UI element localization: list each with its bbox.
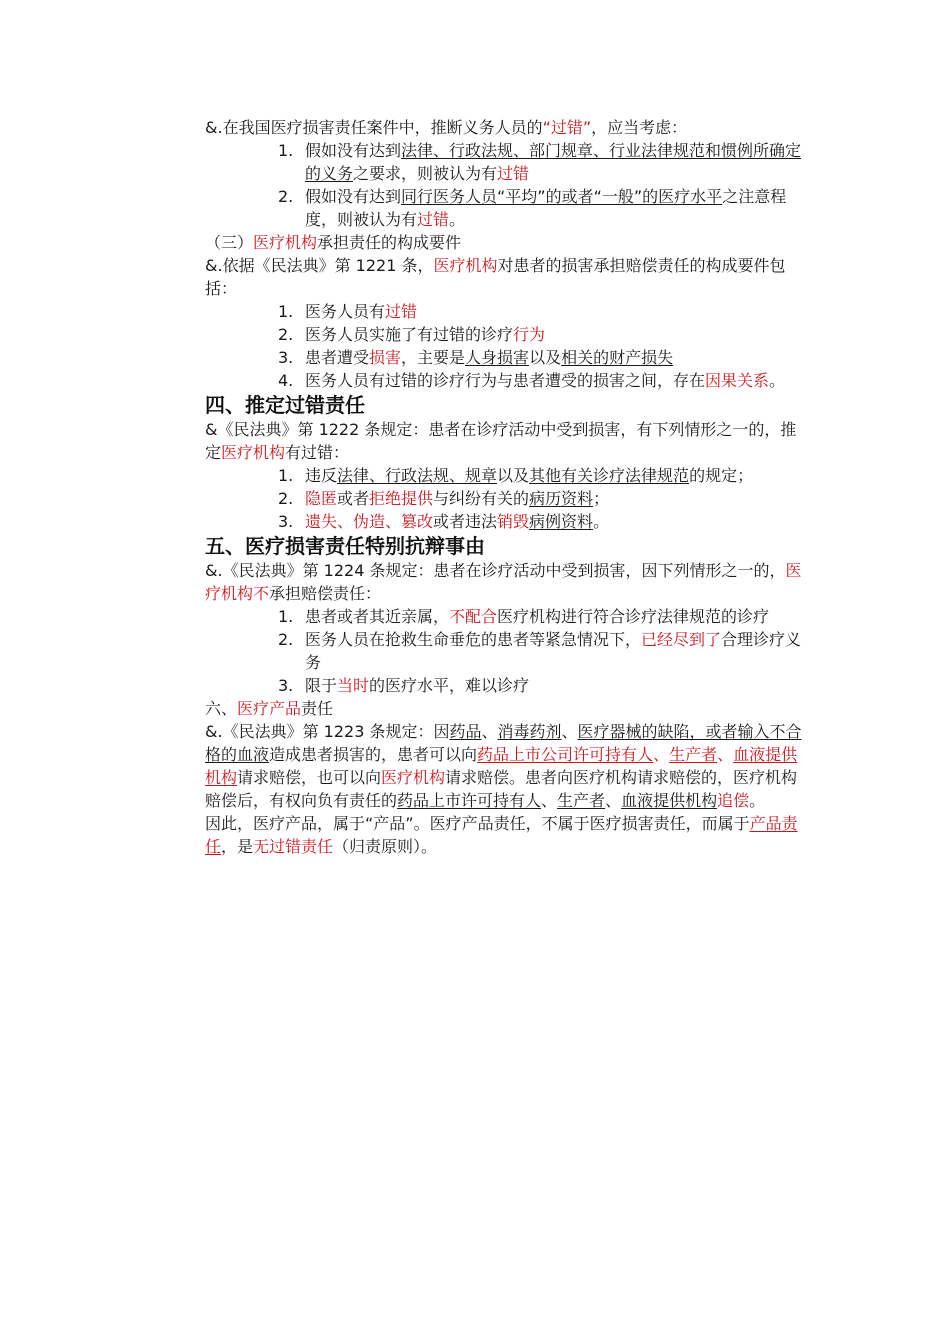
text-run: 限于 — [305, 676, 338, 695]
text-run-red: 追偿 — [717, 791, 750, 810]
text-run-underlined: 相关的财产损失 — [561, 348, 674, 367]
text-run-red: 过错 — [417, 210, 450, 229]
text-run: 。 — [593, 512, 610, 531]
elements-list — [205, 300, 805, 392]
text-run-red: 损害 — [369, 348, 402, 367]
text-run: &.《民法典》第 1223 条规定：因 — [205, 722, 450, 741]
text-run: &《民法典》第 1222 条规定：患者在诊疗活动中受到损害，有下列情形之一的，推定 — [205, 420, 797, 462]
list-item — [205, 605, 805, 628]
list-number: 2. — [278, 187, 294, 206]
text-run: 、 — [541, 791, 558, 810]
text-run-underlined: 同行医务人员“平均”的或者“一般”的医疗水平 — [401, 187, 723, 206]
text-run: 请求赔偿。患者向医疗机构请求赔偿的，医疗机构赔偿后，有权向负有责任的 — [205, 768, 798, 810]
section-6-paragraph-1 — [205, 720, 805, 812]
text-run-underlined: 法律、行政法规、规章 — [337, 466, 498, 485]
text-run-red: 医疗机构 — [433, 256, 498, 275]
list-number: 1. — [278, 466, 294, 485]
text-run: 、 — [481, 722, 498, 741]
list-number: 3. — [278, 676, 294, 695]
text-run-red: 遗失、伪造、篡改 — [305, 512, 434, 531]
text-run-underlined: 消毒药剂 — [497, 722, 562, 741]
text-run: ，主要是 — [401, 348, 466, 367]
text-run: 或者 — [337, 489, 370, 508]
text-run: 医务人员有过错的诊疗行为与患者遭受的损害之间，存在 — [305, 371, 706, 390]
text-run: 与纠纷有关的 — [433, 489, 530, 508]
list-item — [205, 510, 805, 533]
fault-intro — [205, 116, 805, 139]
text-run: &.在我国医疗损害责任案件中，推断义务人员的 — [205, 118, 543, 137]
text-run: 的医疗水平，难以诊疗 — [369, 676, 530, 695]
text-run: 有过错： — [285, 443, 350, 462]
text-run: （归责原则）。 — [333, 837, 438, 856]
text-run-red: 医疗机构不 — [205, 561, 802, 603]
list-item — [205, 464, 805, 487]
text-run: 患者或者其近亲属， — [305, 607, 450, 626]
text-run-underlined: 人身损害 — [465, 348, 530, 367]
text-run-underlined: 生产者 — [557, 791, 606, 810]
section-5-title: 五、医疗损害责任特别抗辩事由 — [205, 534, 485, 558]
text-run-red: “过错” — [542, 118, 592, 137]
text-run: 以及 — [497, 466, 530, 485]
list-item — [205, 674, 805, 697]
text-run-red-underlined: 药品上市公司许可持有人 — [477, 745, 654, 764]
list-item — [205, 185, 805, 231]
list-number: 4. — [278, 371, 294, 390]
text-run-red: 医疗机构 — [221, 443, 286, 462]
text-run: ，是 — [221, 837, 254, 856]
text-run-underlined: 的缺陷，或者输入不合格的血液 — [205, 722, 802, 764]
text-run: 医疗机构进行符合诊疗法律规范的诊疗 — [497, 607, 770, 626]
text-run: 合理诊疗义务 — [305, 630, 802, 672]
text-run: 六、 — [205, 699, 238, 718]
text-run-underlined: 其他有关诊疗法律规范 — [529, 466, 690, 485]
text-run-underlined: 法律、行政法规、部门规章、行业法律规范和惯例所确定的义务 — [305, 141, 802, 183]
section-6-paragraph-2 — [205, 812, 805, 858]
text-run: 患者遭受 — [305, 348, 370, 367]
fault-list — [205, 139, 805, 231]
text-run: 违反 — [305, 466, 338, 485]
text-run: 或者违法 — [433, 512, 498, 531]
text-run: 假如没有达到 — [305, 141, 402, 160]
list-item — [205, 300, 805, 323]
text-run: 。 — [449, 210, 466, 229]
text-run-red: 过错 — [385, 302, 418, 321]
text-run-underlined: 血液提供机构 — [621, 791, 718, 810]
list-number: 3. — [278, 512, 294, 531]
text-run: （三） — [205, 233, 254, 252]
text-run: 、 — [561, 722, 578, 741]
elements-heading — [205, 231, 805, 254]
text-run: 承担赔偿责任： — [269, 584, 382, 603]
list-item — [205, 139, 805, 185]
list-number: 1. — [278, 607, 294, 626]
list-number: 2. — [278, 325, 294, 344]
text-run-red: 隐匿 — [305, 489, 338, 508]
text-run: 医务人员有 — [305, 302, 386, 321]
text-run: 、 — [605, 791, 622, 810]
text-run-red: 销毁 — [497, 512, 530, 531]
text-run-red: 拒绝提供 — [369, 489, 434, 508]
section-5-list — [205, 605, 805, 697]
text-run-red: 已经尽到了 — [641, 630, 722, 649]
text-run: &.《民法典》第 1224 条规定：患者在诊疗活动中受到损害，因下列情形之一的， — [205, 561, 786, 580]
text-run: 对患者的损害承担赔偿责任的构成要件包括： — [205, 256, 786, 298]
document-page — [205, 116, 805, 858]
text-run-red: 医疗产品 — [237, 699, 302, 718]
text-run-red: 、 — [717, 745, 734, 764]
list-number: 3. — [278, 348, 294, 367]
list-number: 1. — [278, 141, 294, 160]
text-run: &.依据《民法典》第 1221 条， — [205, 256, 434, 275]
text-run: 假如没有达到 — [305, 187, 402, 206]
text-run: 医务人员实施了有过错的诊疗 — [305, 325, 514, 344]
section-4-title: 四、推定过错责任 — [205, 393, 365, 417]
text-run-underlined: 药品上市许可持有人 — [397, 791, 542, 810]
text-run: 造成患者损害的，患者可以向 — [269, 745, 478, 764]
section-4-intro — [205, 418, 805, 464]
list-number: 2. — [278, 630, 294, 649]
text-run: 请求赔偿，也可以向 — [237, 768, 382, 787]
text-run-underlined: 病历资料 — [529, 489, 594, 508]
list-number: 1. — [278, 302, 294, 321]
section-6-heading — [205, 697, 805, 720]
text-run-underlined: 医疗器械 — [577, 722, 642, 741]
text-run: 以及 — [529, 348, 562, 367]
text-run: 因此，医疗产品，属于“产品”。医疗产品责任，不属于医疗损害责任，而属于 — [205, 814, 750, 833]
text-run-red: 当时 — [337, 676, 370, 695]
text-run-red: 行为 — [513, 325, 546, 344]
text-run: 。 — [769, 371, 786, 390]
list-item — [205, 346, 805, 369]
section-5-intro — [205, 559, 805, 605]
text-run: 之注意程度，则被认为有 — [305, 187, 787, 229]
text-run-red: 医疗机构 — [381, 768, 446, 787]
list-item — [205, 323, 805, 346]
list-item — [205, 628, 805, 674]
text-run: 责任 — [301, 699, 334, 718]
text-run-red: 医疗机构 — [253, 233, 318, 252]
list-item — [205, 487, 805, 510]
text-run-red: 因果关系 — [705, 371, 770, 390]
text-run: 的规定； — [689, 466, 754, 485]
text-run: 之要求，则被认为有 — [353, 164, 498, 183]
text-run: ，应当考虑： — [591, 118, 688, 137]
text-run-red-underlined: 产品责任 — [205, 814, 798, 856]
text-run-red-underlined: 生产者 — [669, 745, 718, 764]
section-4-list — [205, 464, 805, 533]
text-run: 承担责任的构成要件 — [317, 233, 462, 252]
list-number: 2. — [278, 489, 294, 508]
text-run: 。 — [749, 791, 766, 810]
text-run-red: 不配合 — [449, 607, 498, 626]
list-item — [205, 369, 805, 392]
text-run-red: 无过错责任 — [253, 837, 334, 856]
text-run-red: 过错 — [497, 164, 530, 183]
text-run: 医务人员在抢救生命垂危的患者等紧急情况下， — [305, 630, 642, 649]
text-run-red-underlined: 血液提供机构 — [205, 745, 798, 787]
elements-intro — [205, 254, 805, 300]
text-run: ； — [593, 489, 610, 508]
text-run-underlined: 药品 — [449, 722, 482, 741]
text-run-underlined: 病例资料 — [529, 512, 594, 531]
text-run-red: 、 — [653, 745, 670, 764]
